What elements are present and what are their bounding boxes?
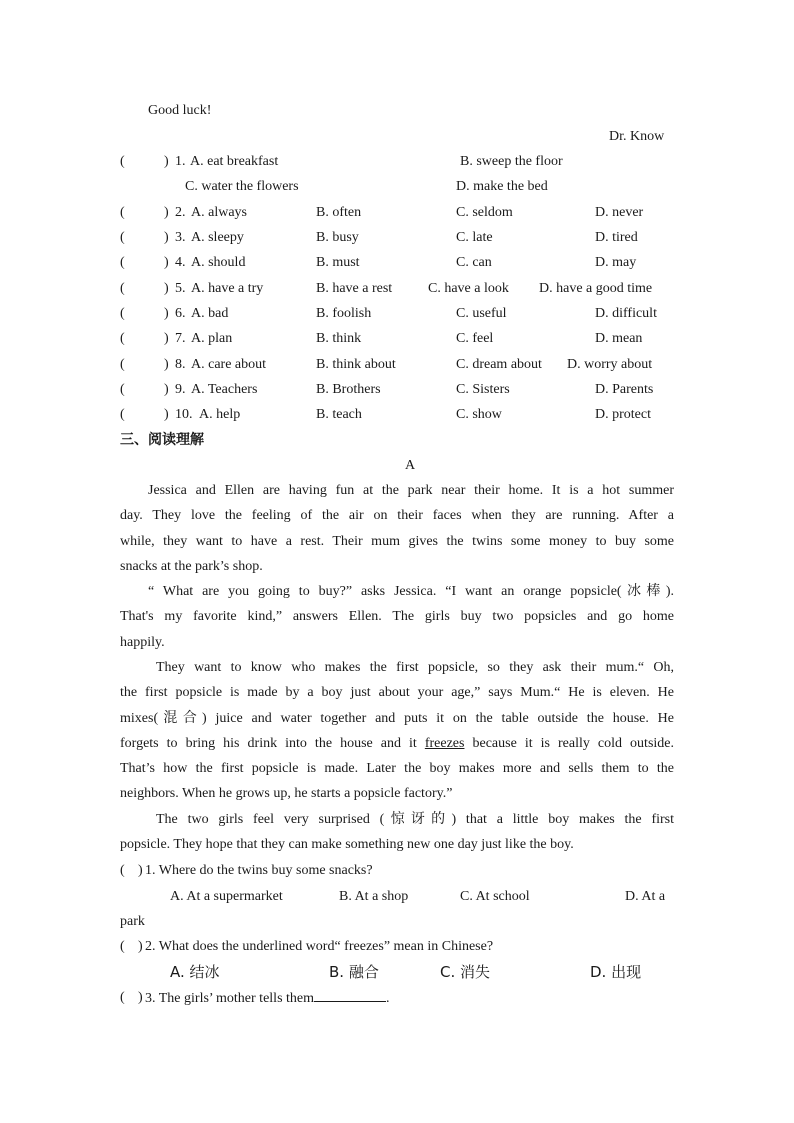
option-d: D. tired	[595, 230, 638, 245]
option-b: B. busy	[316, 230, 359, 245]
option-b: B. have a rest	[316, 281, 393, 296]
text-line	[120, 807, 674, 832]
text-line: That's my favorite kind,” answers Ellen. The girls buy two popsicles and go home	[120, 609, 674, 625]
text-line: That’s how the first popsicle is made. Later the boy makes more and sells them to the	[120, 761, 674, 777]
text-line: Jessica and Ellen are having fun at the park near their home. It is a hot summer	[148, 483, 674, 498]
option-b: B. foolish	[316, 306, 372, 321]
option-d: D. mean	[595, 331, 643, 346]
option-b: B. sweep the floor	[460, 154, 563, 169]
option-b: B. think	[316, 331, 362, 346]
option-d: D. At a	[625, 889, 666, 904]
option-d: D. have a good time	[539, 281, 653, 296]
option-a: A. eat breakfast	[190, 154, 279, 169]
option-a: A. plan	[191, 331, 233, 346]
passage-label: A	[405, 458, 416, 473]
option-d: D. 出现	[590, 963, 642, 981]
answer-close-paren: )	[164, 306, 169, 321]
answer-open-paren: (	[120, 990, 125, 1005]
question-number: 2.	[175, 205, 186, 220]
option-a: A. At a supermarket	[170, 889, 283, 904]
option-a: A. 结冰	[170, 963, 220, 981]
option-b: B. must	[316, 255, 360, 270]
option-d: D. Parents	[595, 382, 654, 397]
underlined-word: freezes	[424, 735, 465, 751]
question-stem: 3. The girls’ mother tells them	[145, 991, 315, 1006]
option-d-continued: park	[120, 914, 145, 929]
option-c: C. feel	[456, 331, 494, 346]
answer-open-paren: (	[120, 255, 125, 270]
answer-close-paren: )	[164, 281, 169, 296]
text-line: the first popsicle is made by a boy just about your age,” says Mum.“ He is eleven. He	[120, 685, 674, 701]
option-a: A. help	[199, 407, 241, 422]
question-stem-end: .	[386, 991, 390, 1006]
text-line: while, they want to have a rest. Their mum gives the twins some money to buy some	[120, 533, 674, 549]
answer-open-paren: (	[120, 154, 125, 169]
option-a: A. always	[191, 205, 247, 220]
answer-close-paren: )	[164, 331, 169, 346]
gloss: 惊讶的	[384, 811, 452, 827]
text-segment: because it is really cold outside.	[464, 735, 674, 751]
text-line	[120, 706, 674, 731]
gloss: 冰棒	[621, 583, 666, 599]
option-c: C. At school	[460, 889, 530, 904]
option-b: B. often	[316, 205, 362, 220]
answer-close-paren: )	[164, 382, 169, 397]
option-b: B. Brothers	[316, 382, 381, 397]
text-line: snacks at the park’s shop.	[120, 558, 263, 574]
text-segment: ) that a little boy makes the first	[451, 812, 674, 827]
option-b: B. At a shop	[339, 889, 409, 904]
answer-blank	[314, 989, 386, 1002]
text-segment: mixes(	[120, 710, 159, 726]
answer-close-paren: )	[164, 255, 169, 270]
option-d: D. never	[595, 205, 644, 220]
answer-close-paren: )	[138, 939, 143, 954]
option-b: B. 融合	[329, 963, 379, 981]
option-a: A. bad	[191, 306, 229, 321]
question-number: 4.	[175, 255, 186, 270]
text-segment: The two girls feel very surprised (	[156, 812, 385, 827]
gloss: 混合	[158, 709, 203, 726]
answer-close-paren: )	[138, 990, 143, 1005]
answer-open-paren: (	[120, 863, 125, 878]
option-b: B. think about	[316, 357, 396, 372]
option-d: D. difficult	[595, 306, 657, 321]
text-line	[120, 731, 674, 756]
question-number: 8.	[175, 357, 186, 372]
option-a: A. Teachers	[191, 382, 258, 397]
question-stem: 2. What does the underlined word“ freezes” mean in Chinese?	[145, 939, 494, 954]
answer-close-paren: )	[164, 407, 169, 422]
option-d: D. worry about	[567, 357, 653, 372]
answer-close-paren: )	[164, 154, 169, 169]
answer-open-paren: (	[120, 306, 125, 321]
option-c: C. water the flowers	[185, 179, 299, 194]
answer-open-paren: (	[120, 230, 125, 245]
text-segment: forgets to bring his drink into the house and it	[120, 735, 425, 751]
answer-close-paren: )	[138, 863, 143, 878]
option-c: C. seldom	[456, 205, 513, 220]
answer-open-paren: (	[120, 939, 125, 954]
answer-open-paren: (	[120, 357, 125, 372]
question-number: 6.	[175, 306, 186, 321]
option-c: C. dream about	[456, 357, 542, 372]
text-line: neighbors. When he grows up, he starts a popsicle factory.”	[120, 786, 453, 802]
text-segment: ).	[665, 584, 674, 599]
signature: Dr. Know	[609, 129, 665, 144]
question-stem-with-blank	[145, 989, 390, 1008]
passage-paragraph-1	[120, 478, 674, 579]
option-c: C. 消失	[440, 963, 491, 981]
text-line: day. They love the feeling of the air on their faces when they are running. After a	[120, 508, 674, 524]
option-c: C. late	[456, 230, 493, 245]
question-number: 10.	[175, 407, 193, 422]
option-c: C. can	[456, 255, 492, 270]
option-d: D. protect	[595, 407, 651, 422]
answer-close-paren: )	[164, 205, 169, 220]
option-b: B. teach	[316, 407, 362, 422]
text-line: happily.	[120, 634, 165, 650]
passage-paragraph-2	[120, 579, 674, 655]
answer-close-paren: )	[164, 357, 169, 372]
answer-open-paren: (	[120, 281, 125, 296]
answer-open-paren: (	[120, 407, 125, 422]
answer-open-paren: (	[120, 331, 125, 346]
text-line	[120, 579, 674, 604]
option-d: D. may	[595, 255, 637, 270]
answer-open-paren: (	[120, 382, 125, 397]
question-number: 1.	[175, 154, 186, 169]
option-a: A. care about	[191, 357, 267, 372]
option-a: A. should	[191, 255, 246, 270]
question-number: 7.	[175, 331, 186, 346]
passage-paragraph-4	[120, 807, 674, 858]
option-c: C. Sisters	[456, 382, 510, 397]
text-line: popsicle. They hope that they can make something new one day just like the boy.	[120, 837, 574, 853]
question-number: 9.	[175, 382, 186, 397]
option-a: A. have a try	[191, 281, 264, 296]
question-stem: 1. Where do the twins buy some snacks?	[145, 863, 373, 878]
answer-open-paren: (	[120, 205, 125, 220]
text-segment: “ What are you going to buy?” asks Jessica. “I want an orange popsicle(	[148, 584, 622, 599]
option-c: C. have a look	[428, 281, 509, 296]
question-number: 3.	[175, 230, 186, 245]
text-line: They want to know who makes the first popsicle, so they ask their mum.“ Oh,	[156, 660, 674, 675]
option-c: C. useful	[456, 306, 507, 321]
section-heading: 三、阅读理解	[120, 432, 204, 448]
option-d: D. make the bed	[456, 179, 548, 194]
question-number: 5.	[175, 281, 186, 296]
answer-close-paren: )	[164, 230, 169, 245]
greeting: Good luck!	[148, 103, 212, 118]
passage-paragraph-3	[120, 655, 674, 807]
option-a: A. sleepy	[191, 230, 244, 245]
text-segment: ) juice and water together and puts it on the table outside the house. He	[202, 710, 675, 726]
option-c: C. show	[456, 407, 502, 422]
